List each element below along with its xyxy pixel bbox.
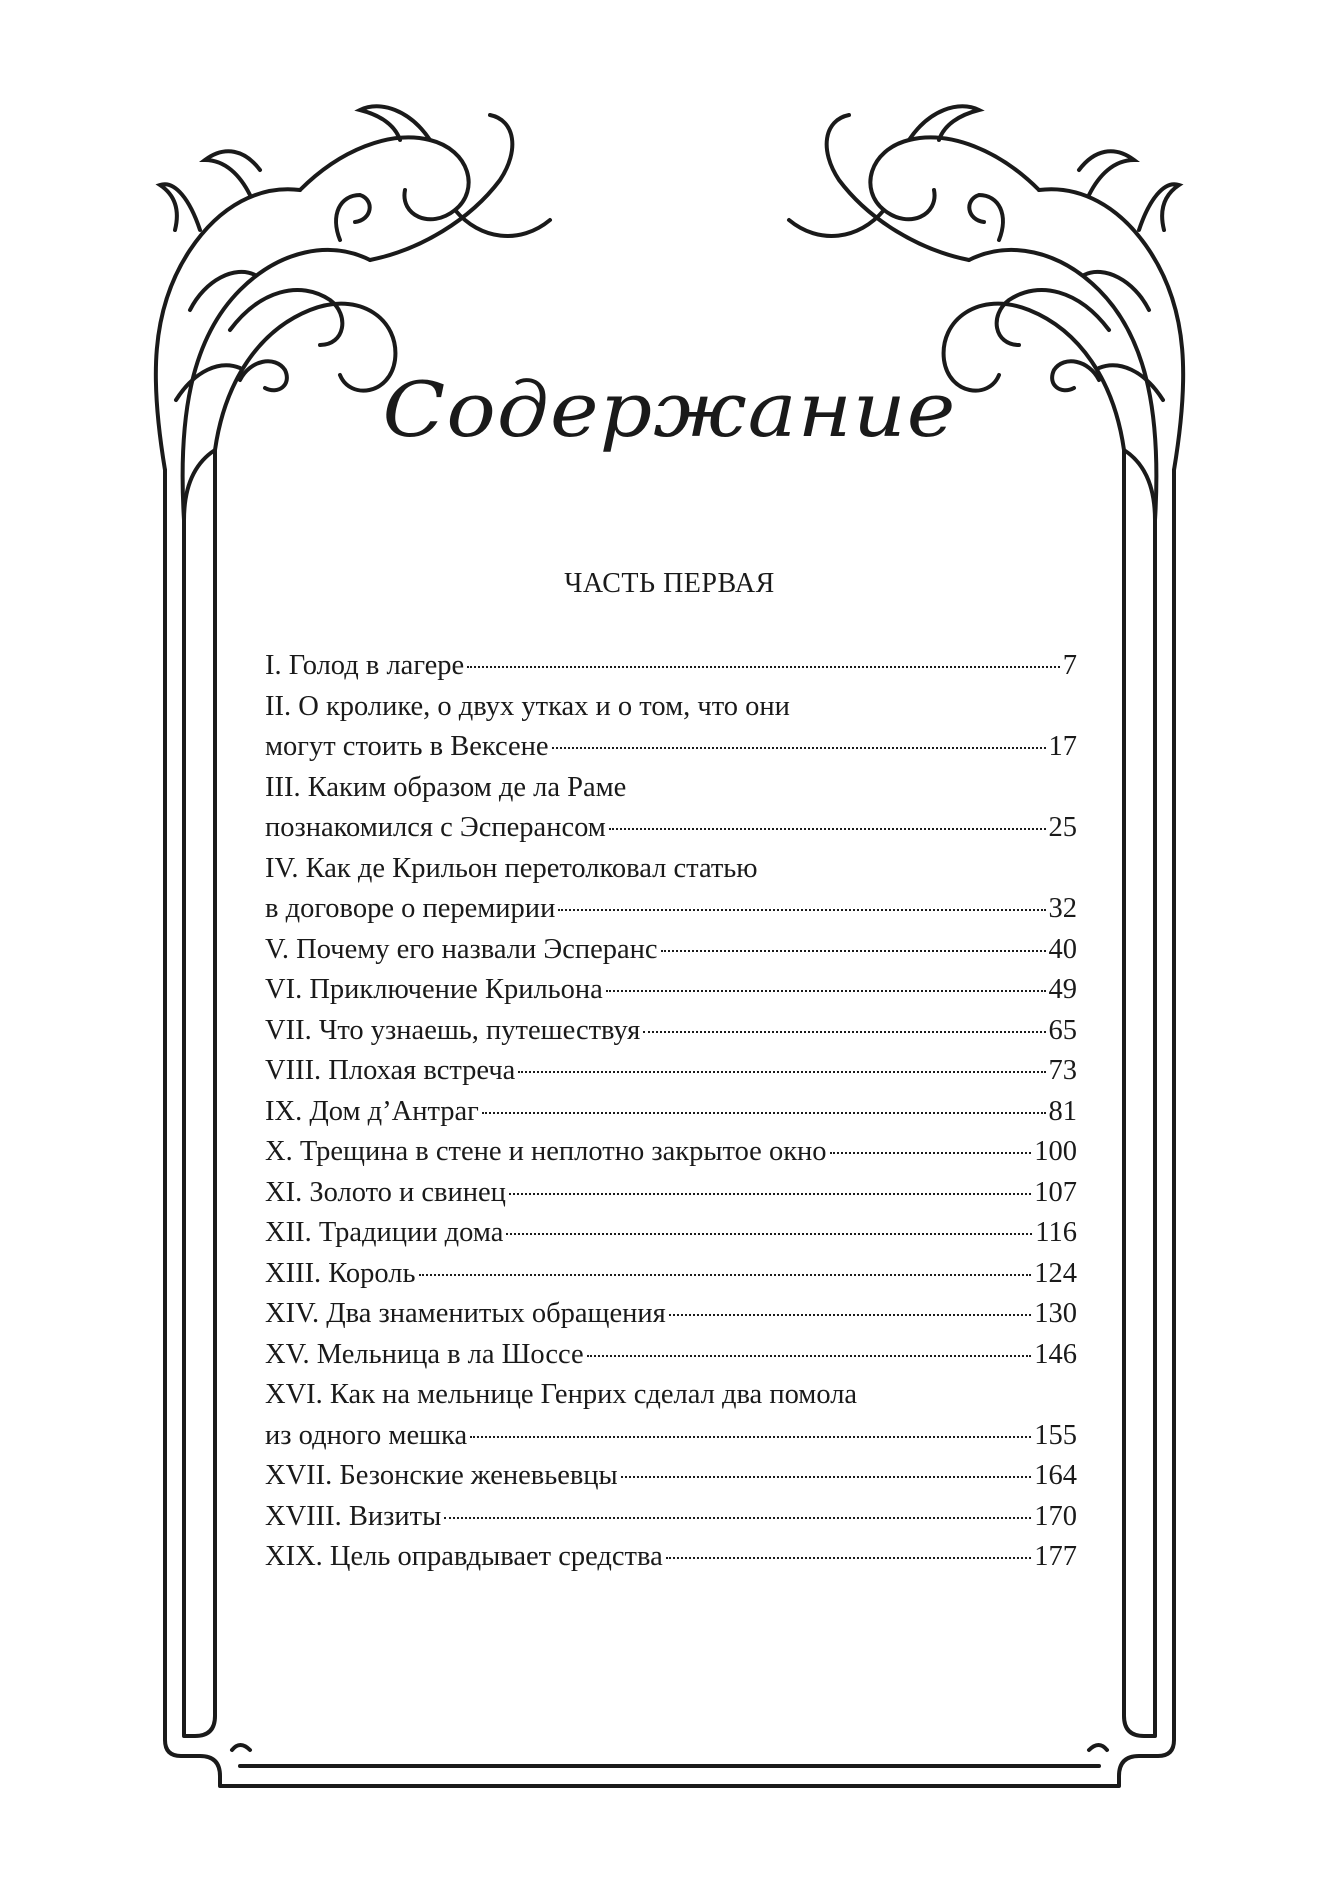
toc-entry[interactable]	[265, 687, 1077, 768]
toc-entry-title: VIII. Плохая встреча	[265, 1055, 516, 1086]
part-heading: ЧАСТЬ ПЕРВАЯ	[564, 568, 775, 599]
dot-leader	[621, 1476, 1032, 1478]
toc-entry-page-number: 49	[1048, 974, 1077, 1005]
toc-entry[interactable]	[265, 1051, 1077, 1092]
frame-inner-border	[184, 450, 215, 1736]
dot-leader	[643, 1031, 1045, 1033]
toc-entry-title: V. Почему его назвали Эсперанс	[265, 933, 658, 965]
toc-entry-page-number: 116	[1035, 1217, 1077, 1248]
dot-leader	[506, 1233, 1032, 1235]
toc-entry-page-number: 155	[1034, 1419, 1077, 1451]
dot-leader	[606, 990, 1046, 992]
toc-entry-title: XV. Мельница в ла Шоссе	[265, 1338, 584, 1370]
dot-leader	[661, 950, 1046, 952]
toc-entry-title: из одного мешка	[265, 1419, 468, 1451]
toc-entry-title: VII. Что узнаешь, путешествуя	[265, 1014, 641, 1046]
toc-entry[interactable]	[265, 1335, 1077, 1376]
toc-entry-page-number: 124	[1034, 1257, 1077, 1289]
toc-entry[interactable]	[265, 1456, 1077, 1497]
toc-entry-title: XVII. Безонские женевьевцы	[265, 1460, 618, 1491]
dot-leader	[558, 909, 1045, 911]
dot-leader	[482, 1112, 1046, 1114]
toc-entry-title: XIII. Король	[265, 1257, 416, 1289]
toc-entry-title: XI. Золото и свинец	[265, 1176, 506, 1208]
dot-leader	[830, 1152, 1032, 1154]
toc-entry[interactable]	[265, 1375, 1077, 1456]
dot-leader	[470, 1436, 1031, 1438]
toc-entry-title: XIX. Цель оправдывает средства	[265, 1541, 663, 1572]
dot-leader	[669, 1314, 1032, 1316]
dot-leader	[509, 1193, 1031, 1195]
toc-entry[interactable]	[265, 1497, 1077, 1538]
toc-entry-page-number: 177	[1034, 1541, 1077, 1572]
toc-entry[interactable]	[265, 1092, 1077, 1133]
toc-entry-title-line1: IV. Как де Крильон перетолковал статью	[265, 852, 758, 884]
toc-entry-title: XIV. Два знаменитых обращения	[265, 1298, 666, 1329]
toc-entry-title-line1: XVI. Как на мельнице Генрих сделал два помола	[265, 1379, 858, 1410]
toc-entry-page-number: 107	[1034, 1176, 1077, 1208]
toc-entry-page-number: 65	[1048, 1014, 1077, 1046]
toc-entry-title: могут стоить в Вексене	[265, 731, 549, 762]
toc-entry-title: XVIII. Визиты	[265, 1500, 442, 1532]
toc-entry-page-number: 100	[1034, 1136, 1077, 1167]
toc-entry-page-number: 164	[1034, 1460, 1077, 1491]
dot-leader	[467, 666, 1060, 668]
dot-leader	[587, 1355, 1032, 1357]
dot-leader	[419, 1274, 1032, 1276]
toc-entry-title: XII. Традиции дома	[265, 1217, 504, 1248]
toc-entry-page-number: 32	[1048, 893, 1077, 924]
toc-entry-page-number: 146	[1034, 1338, 1077, 1370]
toc-entry[interactable]	[265, 930, 1077, 971]
toc-entry-title: IX. Дом д’Антраг	[265, 1095, 479, 1127]
toc-entry-title: в договоре о перемирии	[265, 893, 556, 924]
toc-entry-page-number: 130	[1034, 1298, 1077, 1329]
toc-entry-page-number: 40	[1048, 933, 1077, 965]
toc-entry-page-number: 7	[1062, 650, 1077, 681]
dot-leader	[518, 1071, 1045, 1073]
toc-entry-title: I. Голод в лагере	[265, 650, 465, 681]
toc-entry[interactable]	[265, 1537, 1077, 1578]
toc-entry-page-number: 25	[1048, 812, 1077, 843]
dot-leader	[609, 828, 1046, 830]
toc-entry[interactable]	[265, 1294, 1077, 1335]
toc-entry-title: познакомился с Эсперансом	[265, 812, 606, 843]
toc-entry[interactable]	[265, 1011, 1077, 1052]
dot-leader	[666, 1557, 1032, 1559]
toc-entry-page-number: 170	[1034, 1500, 1077, 1532]
toc-entry[interactable]	[265, 849, 1077, 930]
toc-entry[interactable]	[265, 1132, 1077, 1173]
toc-entry-page-number: 73	[1048, 1055, 1077, 1086]
toc-entry[interactable]	[265, 768, 1077, 849]
toc-entry[interactable]	[265, 1173, 1077, 1214]
toc-entry-title-line1: II. О кролике, о двух утках и о том, что они	[265, 690, 790, 722]
toc-entry[interactable]	[265, 970, 1077, 1011]
toc-entry-page-number: 81	[1048, 1095, 1077, 1127]
toc-entry[interactable]	[265, 646, 1077, 687]
toc-entry[interactable]	[265, 1254, 1077, 1295]
dot-leader	[444, 1517, 1031, 1519]
table-of-contents	[265, 646, 1077, 1578]
toc-entry[interactable]	[265, 1213, 1077, 1254]
toc-entry-title: X. Трещина в стене и неплотно закрытое окно	[265, 1136, 827, 1167]
dot-leader	[552, 747, 1046, 749]
page-title: Содержание	[382, 365, 957, 454]
toc-entry-title-line1: III. Каким образом де ла Раме	[265, 771, 627, 803]
toc-entry-title: VI. Приключение Крильона	[265, 974, 603, 1005]
toc-entry-page-number: 17	[1048, 731, 1077, 762]
